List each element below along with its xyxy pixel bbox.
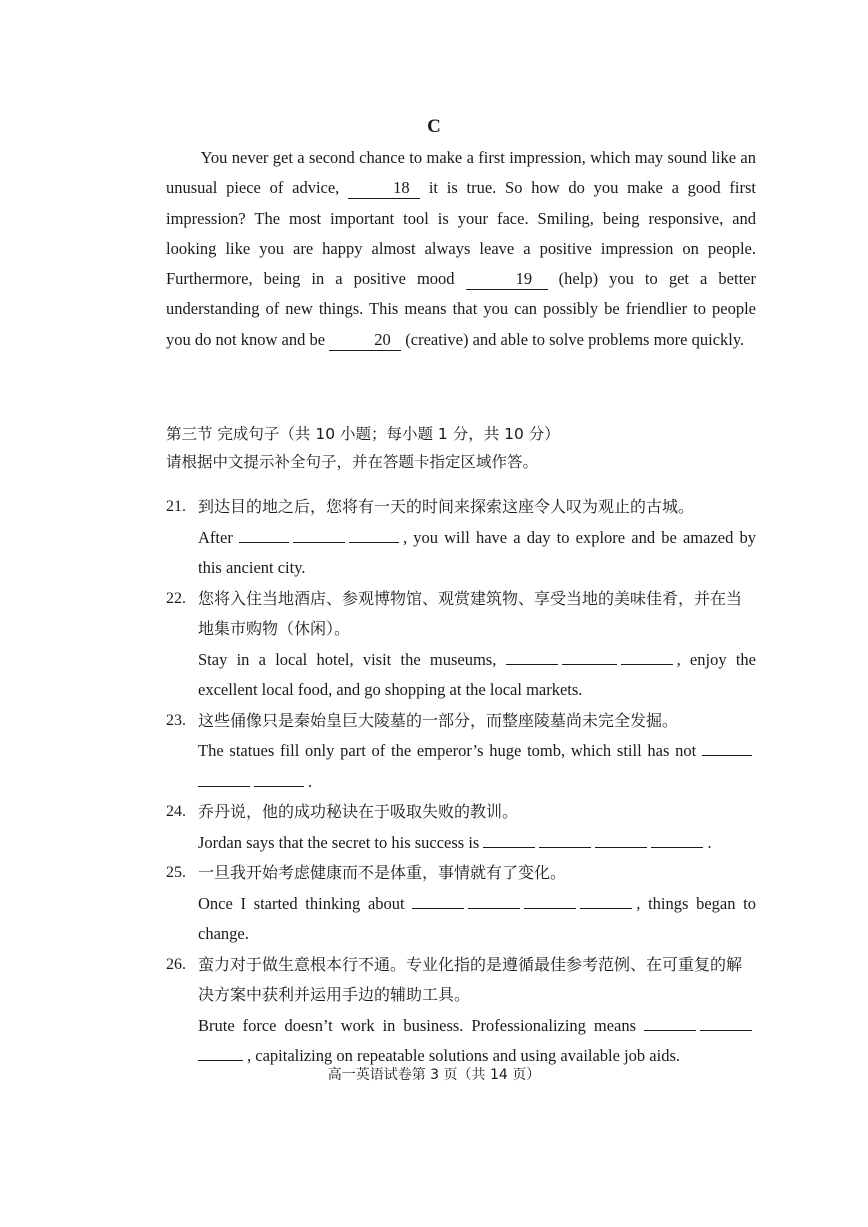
english-before: The statues fill only part of the emperor’s huge tomb, which still has not (198, 741, 702, 760)
passage-c (166, 143, 756, 355)
english-after: , things began to change. (198, 893, 756, 943)
passage-text-2: it is true. So how do you make a good first impression? The most important tool is your face. Smiling, being responsive, and looking like you are happy almost always leave a positive impression on people. Furthermore, being in a positive mood (166, 178, 756, 289)
english-before: Jordan says that the secret to his success is (198, 832, 484, 852)
english-before: After (198, 527, 239, 547)
question-number: 26. (166, 955, 186, 973)
question-number: 25. (166, 864, 186, 881)
answer-blank (483, 833, 535, 848)
part-three-header (166, 420, 560, 476)
question-21 (166, 492, 756, 584)
part-three-instruction: 请根据中文提示补全句子，并在答题卡指定区域作答。 (166, 453, 539, 471)
question-24 (166, 797, 756, 858)
question-number: 23. (166, 711, 186, 729)
question-number: 22. (166, 589, 186, 607)
english-after: . (707, 832, 712, 852)
part-three-title: 第三节 完成句子（共 10 小题；每小题 1 分，共 10 分） (166, 425, 560, 443)
answer-blank (293, 528, 345, 543)
question-english (198, 523, 756, 584)
question-number: 21. (166, 498, 186, 515)
answer-blank (621, 650, 673, 665)
question-chinese: 到达目的地之后，您将有一天的时间来探索这座令人叹为观止的古城。 (198, 497, 695, 516)
question-22 (166, 584, 756, 706)
question-english (198, 736, 756, 797)
answer-blank (506, 650, 558, 665)
english-before: Stay in a local hotel, visit the museums, (198, 649, 506, 669)
question-23 (166, 706, 756, 798)
answer-blank (580, 894, 632, 909)
sentence-completion-list (166, 492, 756, 1072)
question-chinese: 这些俑像只是秦始皇巨大陵墓的一部分，而整座陵墓尚未完全发掘。 (198, 710, 679, 730)
question-25 (166, 858, 756, 950)
english-after: , enjoy the excellent local food, and go shopping at the local markets. (198, 649, 756, 699)
answer-blank (198, 772, 250, 787)
answer-blank (254, 772, 304, 787)
answer-blank (562, 650, 617, 665)
passage-text-3: (help) you to get a better understanding of new things. This means that you can possibly be friendlier to people you do not know and be (166, 269, 756, 349)
answer-blank (700, 1016, 752, 1031)
answer-blank (239, 528, 289, 543)
passage-text-1: You never get a second chance to make a first impression, which may sound like an unusual piece of advice, (166, 148, 756, 198)
page-footer: 高一英语试卷第 3 页（共 14 页） (327, 1067, 541, 1083)
passage-text-4: (creative) and able to solve problems more quickly. (401, 329, 745, 349)
answer-blank (412, 894, 464, 909)
question-english (198, 1011, 756, 1072)
english-after: , you will have a day to explore and be amazed by this ancient city. (198, 527, 756, 577)
answer-blank (595, 833, 647, 848)
answer-blank (468, 894, 520, 909)
question-26 (166, 950, 756, 1072)
answer-blank (349, 528, 399, 543)
english-before: Once I started thinking about (198, 893, 413, 913)
passage-paragraph (166, 143, 756, 355)
answer-blank (651, 833, 703, 848)
section-letter: C (427, 116, 441, 137)
question-english (198, 889, 756, 950)
question-chinese: 一旦我开始考虑健康而不是体重，事情就有了变化。 (198, 863, 567, 882)
answer-blank (644, 1016, 696, 1031)
blank-20: 20 (329, 330, 401, 351)
question-chinese: 您将入住当地酒店、参观博物馆、观赏建筑物、享受当地的美味佳肴，并在当地集市购物（休闲）。 (198, 588, 743, 638)
answer-blank (524, 894, 576, 909)
question-chinese: 蛮力对于做生意根本行不通。专业化指的是遵循最佳参考范例、在可重复的解决方案中获利并运用手边的辅助工具。 (198, 954, 743, 1004)
question-english (198, 828, 756, 859)
answer-blank (702, 741, 752, 756)
question-number: 24. (166, 803, 186, 820)
blank-19: 19 (466, 269, 548, 290)
blank-18: 18 (348, 178, 420, 199)
question-chinese: 乔丹说，他的成功秘诀在于吸取失败的教训。 (198, 802, 519, 821)
answer-blank (198, 1046, 243, 1061)
answer-blank (539, 833, 591, 848)
english-after: , capitalizing on repeatable solutions and using available job aids. (247, 1046, 681, 1065)
english-after: . (308, 771, 313, 791)
english-before: Brute force doesn’t work in business. Professionalizing means (198, 1015, 644, 1035)
question-english (198, 645, 756, 706)
